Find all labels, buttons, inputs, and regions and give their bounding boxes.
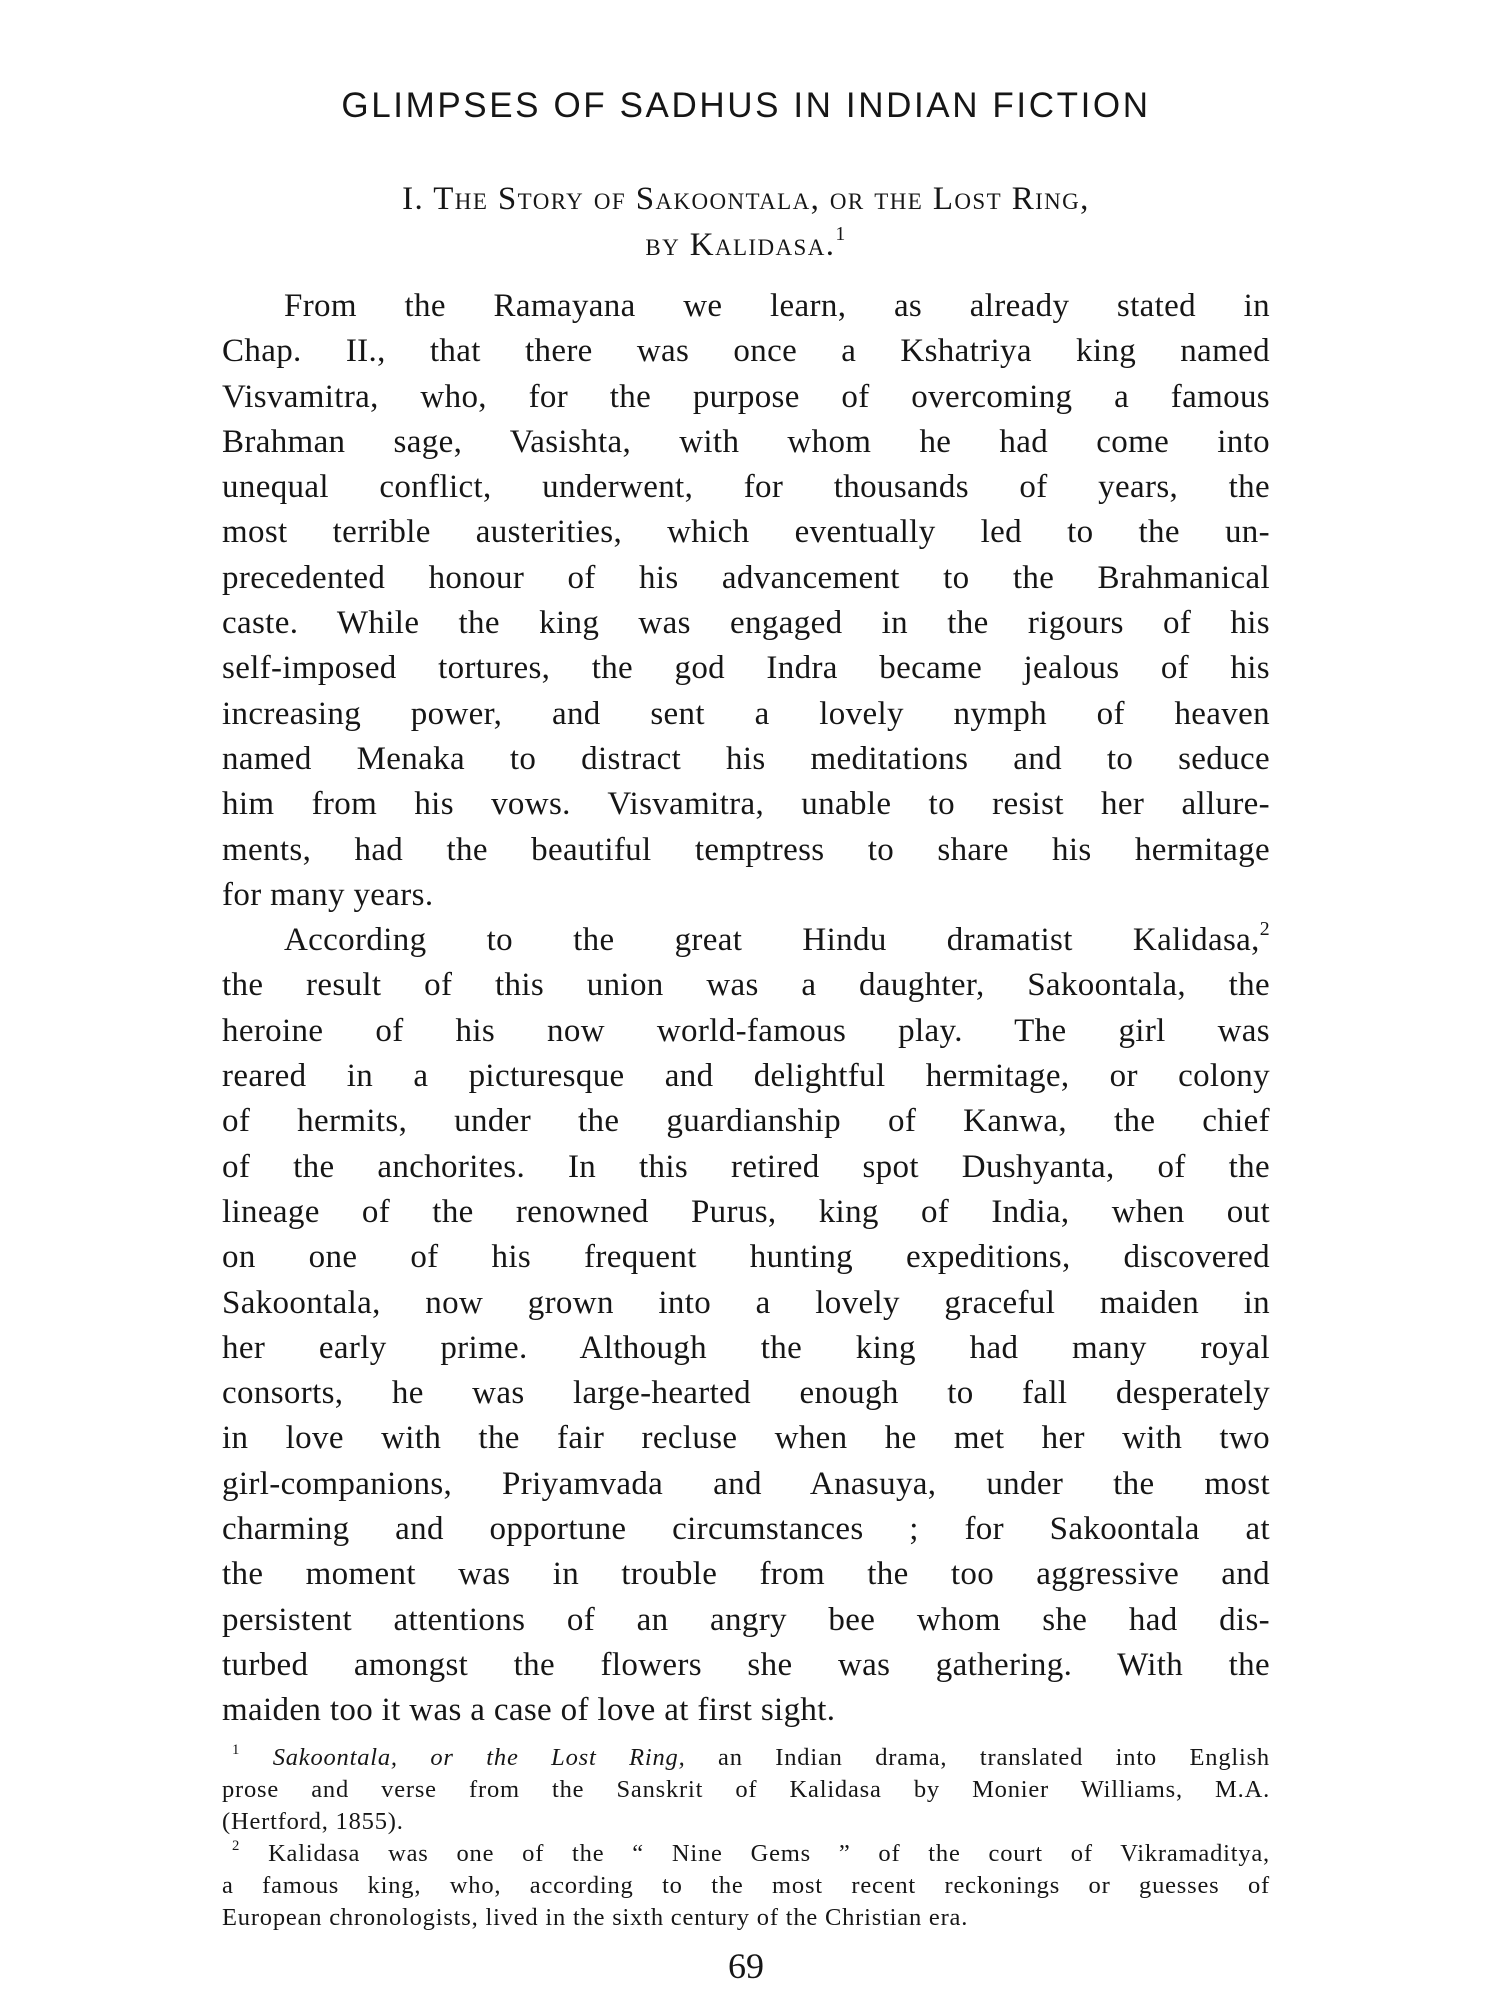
text-line: unequal conflict, underwent, for thousands of years, the xyxy=(222,469,1270,506)
text-line: her early prime. Although the king had many royal xyxy=(222,1329,1270,1366)
footnote-mark: 1 xyxy=(232,1741,241,1758)
book-page xyxy=(222,0,1270,2000)
text-line: increasing power, and sent a lovely nymph of heaven xyxy=(222,695,1270,732)
text-line: the moment was in trouble from the too aggressive and xyxy=(222,1556,1270,1593)
text-line: most terrible austerities, which eventually led to the un- xyxy=(222,514,1270,551)
text-line: reared in a picturesque and delightful hermitage, or colony xyxy=(222,1058,1270,1095)
body-text xyxy=(222,284,1270,1734)
text-line: turbed amongst the flowers she was gathering. With the xyxy=(222,1646,1270,1683)
section-title-line-1 xyxy=(222,176,1270,222)
footnote-line xyxy=(222,1838,1270,1870)
text-line: precedented honour of his advancement to the Brahmanical xyxy=(222,559,1270,596)
footnote-1 xyxy=(222,1742,1270,1838)
text-line: consorts, he was large-hearted enough to fall desperately xyxy=(222,1375,1270,1412)
text-line: charming and opportune circumstances ; for Sakoontala at xyxy=(222,1511,1270,1548)
text-line: self-imposed tortures, the god Indra became jealous of his xyxy=(222,650,1270,687)
text-line: of hermits, under the guardianship of Kanwa, the chief xyxy=(222,1103,1270,1140)
first-line-text: According to the great Hindu dramatist Kalidasa, xyxy=(284,922,1260,959)
footnote-ref-1: 1 xyxy=(835,223,847,246)
text-line: Brahman sage, Vasishta, with whom he had come into xyxy=(222,423,1270,460)
footnote-line: (Hertford, 1855). xyxy=(222,1808,404,1835)
footnote-title: Sakoontala, or the Lost Ring, xyxy=(272,1744,686,1771)
footnote-mark: 2 xyxy=(232,1837,241,1854)
text-line: on one of his frequent hunting expeditions, discovered xyxy=(222,1239,1270,1276)
text-line: of the anchorites. In this retired spot Dushyanta, of the xyxy=(222,1148,1270,1185)
text-line: in love with the fair recluse when he met her with two xyxy=(222,1420,1270,1457)
text-line: lineage of the renowned Purus, king of India, when out xyxy=(222,1193,1270,1230)
footnote-line: European chronologists, lived in the sixth century of the Christian era. xyxy=(222,1904,969,1931)
text-line: heroine of his now world-famous play. The girl was xyxy=(222,1012,1270,1049)
footnote-ref-2: 2 xyxy=(1259,918,1270,941)
section-title xyxy=(222,176,1270,268)
footnote-text: Kalidasa was one of the “ Nine Gems ” of the court of Vikramaditya, xyxy=(268,1840,1270,1867)
footnote-text: an Indian drama, translated into English xyxy=(718,1744,1270,1771)
page-number: 69 xyxy=(728,1946,764,1986)
running-head: GLIMPSES OF SADHUS IN INDIAN FICTION xyxy=(341,86,1151,125)
text-line: maiden too it was a case of love at first sight. xyxy=(222,1692,836,1729)
footnote-line: prose and verse from the Sanskrit of Kalidasa by Monier Williams, M.A. xyxy=(222,1776,1270,1803)
footnote-2 xyxy=(222,1838,1270,1934)
footnote-line xyxy=(222,1742,1270,1774)
text-line: girl-companions, Priyamvada and Anasuya, under the most xyxy=(222,1465,1270,1502)
section-author: by Kalidasa. xyxy=(645,227,836,263)
text-line: From the Ramayana we learn, as already stated in xyxy=(284,288,1270,324)
text-line: ments, had the beautiful temptress to share his hermitage xyxy=(222,831,1270,868)
paragraph-1 xyxy=(222,284,1270,918)
text-line: Chap. II., that there was once a Kshatriya king named xyxy=(222,333,1270,370)
footnotes xyxy=(222,1742,1270,1934)
footnote-line: a famous king, who, according to the most recent reckonings or guesses of xyxy=(222,1872,1270,1899)
text-line: the result of this union was a daughter, Sakoontala, the xyxy=(222,967,1270,1004)
text-line: persistent attentions of an angry bee whom she had dis- xyxy=(222,1601,1270,1638)
text-line: Visvamitra, who, for the purpose of overcoming a famous xyxy=(222,378,1270,415)
text-line: for many years. xyxy=(222,876,434,913)
text-line: named Menaka to distract his meditations and to seduce xyxy=(222,740,1270,777)
section-title-line-2 xyxy=(222,222,1270,268)
text-line: caste. While the king was engaged in the rigours of his xyxy=(222,605,1270,642)
text-line xyxy=(222,918,1270,963)
paragraph-2 xyxy=(222,918,1270,1733)
section-number: I. xyxy=(402,181,425,217)
section-title-text: The Story of Sakoontala, or the Lost Ring, xyxy=(433,181,1090,217)
text-line: him from his vows. Visvamitra, unable to resist her allure- xyxy=(222,786,1270,823)
text-line: Sakoontala, now grown into a lovely graceful maiden in xyxy=(222,1284,1270,1321)
